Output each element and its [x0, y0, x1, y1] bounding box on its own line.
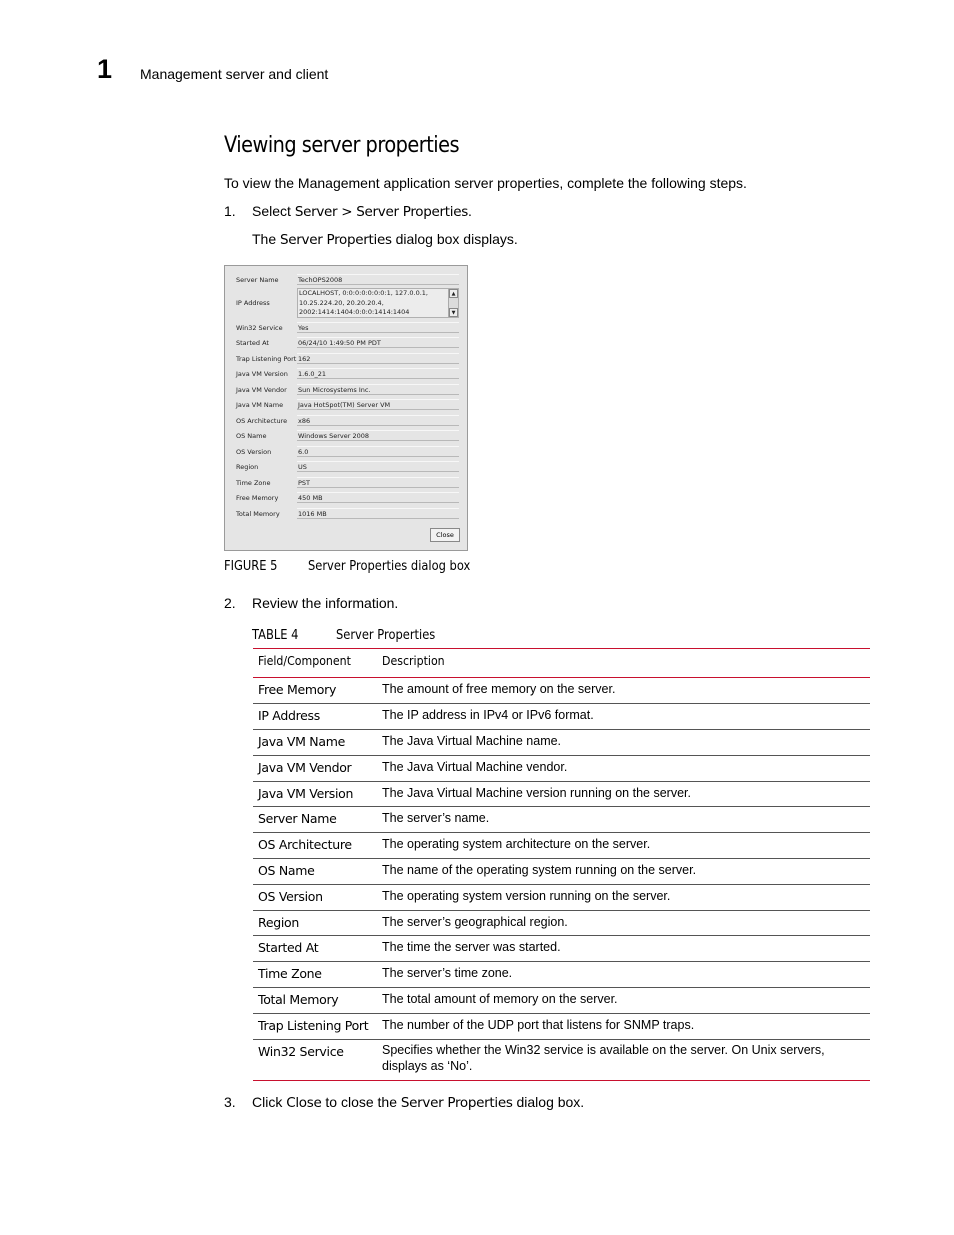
field-label: Server Name [236, 276, 279, 284]
table-cell-description: The Java Virtual Machine version running on the server. [382, 786, 691, 800]
table-cell-description: The amount of free memory on the server. [382, 682, 616, 696]
step-1-prefix: Select [252, 203, 295, 219]
step-1-result-suffix: dialog box displays. [391, 231, 518, 247]
field-label: Started At [236, 339, 269, 347]
table-cell-description: The server’s name. [382, 811, 490, 825]
table-row [253, 859, 870, 885]
field-label: Trap Listening Port [236, 355, 297, 363]
step-2-number: 2. [224, 595, 236, 611]
ip-line: 10.25.224.20, 20.20.20.4, [299, 298, 384, 307]
table-cell-description: The IP address in IPv4 or IPv6 format. [382, 708, 594, 722]
field-value: 162 [297, 353, 459, 364]
table-row [253, 782, 870, 807]
table-cell-field: Java VM Vendor [258, 760, 352, 775]
table-cell-field: Total Memory [258, 992, 339, 1007]
section-title: Viewing server properties [224, 133, 460, 158]
table-top-rule [253, 648, 870, 649]
table-cell-field: Java VM Version [258, 786, 354, 801]
field-label: OS Version [236, 448, 272, 456]
field-label: Java VM Name [236, 401, 284, 409]
field-label: Java VM Vendor [236, 386, 287, 394]
step-3-dialog-name: Server Properties [400, 1095, 513, 1111]
field-value: Java HotSpot(TM) Server VM [297, 399, 459, 410]
field-label: Win32 Service [236, 324, 283, 332]
table-cell-description: The time the server was started. [382, 940, 561, 954]
field-label: Total Memory [236, 510, 280, 518]
intro-paragraph: To view the Management application server properties, complete the following steps. [224, 175, 747, 191]
step-1-text [252, 203, 472, 220]
chapter-title: Management server and client [140, 66, 329, 82]
table-row [253, 756, 870, 782]
table-cell-field: Region [258, 915, 299, 930]
column-header-description: Description [382, 653, 445, 668]
close-button[interactable]: Close [430, 528, 460, 542]
step-1-menu-path: Server > Server Properties [294, 204, 468, 220]
step-3-suffix: dialog box. [512, 1094, 585, 1110]
field-label: OS Name [236, 432, 267, 440]
column-header-field: Field/Component [258, 653, 351, 668]
field-label: Free Memory [236, 494, 279, 502]
table-row [253, 704, 870, 730]
chapter-number: 1 [97, 54, 113, 84]
field-label: OS Architecture [236, 417, 288, 425]
field-value: Yes [297, 322, 459, 333]
field-value: US [297, 461, 459, 472]
table-cell-description: The total amount of memory on the server. [382, 992, 618, 1006]
step-1-result-ui: Server Properties [280, 232, 392, 248]
ip-scrollbar[interactable] [448, 289, 458, 317]
figure-caption: Server Properties dialog box [308, 558, 471, 574]
table-row [253, 807, 870, 833]
table-cell-field: OS Name [258, 863, 315, 878]
step-1-result [252, 231, 518, 248]
table-cell-field: IP Address [258, 708, 320, 723]
table-row [253, 833, 870, 859]
figure-label: FIGURE 5 [224, 558, 278, 574]
table-cell-field: OS Version [258, 889, 323, 904]
table-label: TABLE 4 [252, 627, 299, 643]
table-row [253, 730, 870, 756]
step-3-button-name: Close [286, 1095, 322, 1111]
step-3-prefix: Click [252, 1094, 287, 1110]
table-cell-field: OS Architecture [258, 837, 352, 852]
scroll-up-arrow-icon[interactable]: ▲ [449, 289, 458, 298]
table-cell-description: Specifies whether the Win32 service is available on the server. On Unix servers, displays as ‘No’. [382, 1043, 825, 1073]
field-value: Sun Microsystems Inc. [297, 384, 459, 395]
table-cell-field: Java VM Name [258, 734, 345, 749]
field-value: 450 MB [297, 492, 459, 503]
table-cell-field: Time Zone [258, 966, 322, 981]
table-cell-description: The operating system architecture on the server. [382, 837, 651, 851]
step-3-number: 3. [224, 1094, 236, 1110]
field-value: 06/24/10 1:49:50 PM PDT [297, 337, 459, 348]
ip-address-list[interactable] [297, 288, 459, 318]
table-cell-description: The name of the operating system running on the server. [382, 863, 697, 877]
field-label: Region [236, 463, 259, 471]
step-1-number: 1. [224, 203, 236, 219]
table-row [253, 1040, 870, 1081]
step-1-result-prefix: The [252, 231, 281, 247]
ip-line: 2002:1414:1404:0:0:0:1414:1404 [299, 308, 410, 316]
table-row [253, 678, 870, 704]
table-cell-field: Win32 Service [258, 1044, 344, 1059]
ip-line: LOCALHOST, 0:0:0:0:0:0:0:1, 127.0.0.1, [299, 289, 428, 297]
field-label: IP Address [236, 299, 270, 307]
table-row [253, 962, 870, 988]
table-cell-field: Started At [258, 940, 319, 955]
step-1-suffix: . [467, 203, 472, 219]
field-value: 1016 MB [297, 508, 459, 519]
table-row [253, 988, 870, 1014]
step-3-middle: to close the [321, 1094, 401, 1110]
field-value: TechOPS2008 [297, 274, 459, 285]
table-row [253, 911, 870, 936]
table-row [253, 1014, 870, 1040]
table-cell-field: Trap Listening Port [258, 1018, 369, 1033]
step-2-text: Review the information. [252, 595, 399, 611]
table-row [253, 936, 870, 962]
field-value: Windows Server 2008 [297, 430, 459, 441]
table-cell-description: The Java Virtual Machine name. [382, 734, 562, 748]
table-cell-description: The operating system version running on the server. [382, 889, 671, 903]
table-caption: Server Properties [336, 627, 436, 643]
field-value: 1.6.0_21 [297, 368, 459, 379]
field-value: 6.0 [297, 446, 459, 457]
field-value: PST [297, 477, 459, 488]
table-cell-description: The number of the UDP port that listens for SNMP traps. [382, 1018, 695, 1032]
scroll-down-arrow-icon[interactable]: ▼ [449, 308, 458, 317]
server-properties-dialog [224, 265, 468, 551]
step-3-text [252, 1094, 584, 1111]
table-cell-field: Free Memory [258, 682, 337, 697]
field-label: Time Zone [236, 479, 271, 487]
table-cell-description: The server’s time zone. [382, 966, 513, 980]
field-label: Java VM Version [236, 370, 288, 378]
table-row [253, 885, 870, 911]
table-cell-description: The server’s geographical region. [382, 915, 568, 929]
field-value: x86 [297, 415, 459, 426]
table-cell-field: Server Name [258, 811, 337, 826]
table-cell-description: The Java Virtual Machine vendor. [382, 760, 568, 774]
